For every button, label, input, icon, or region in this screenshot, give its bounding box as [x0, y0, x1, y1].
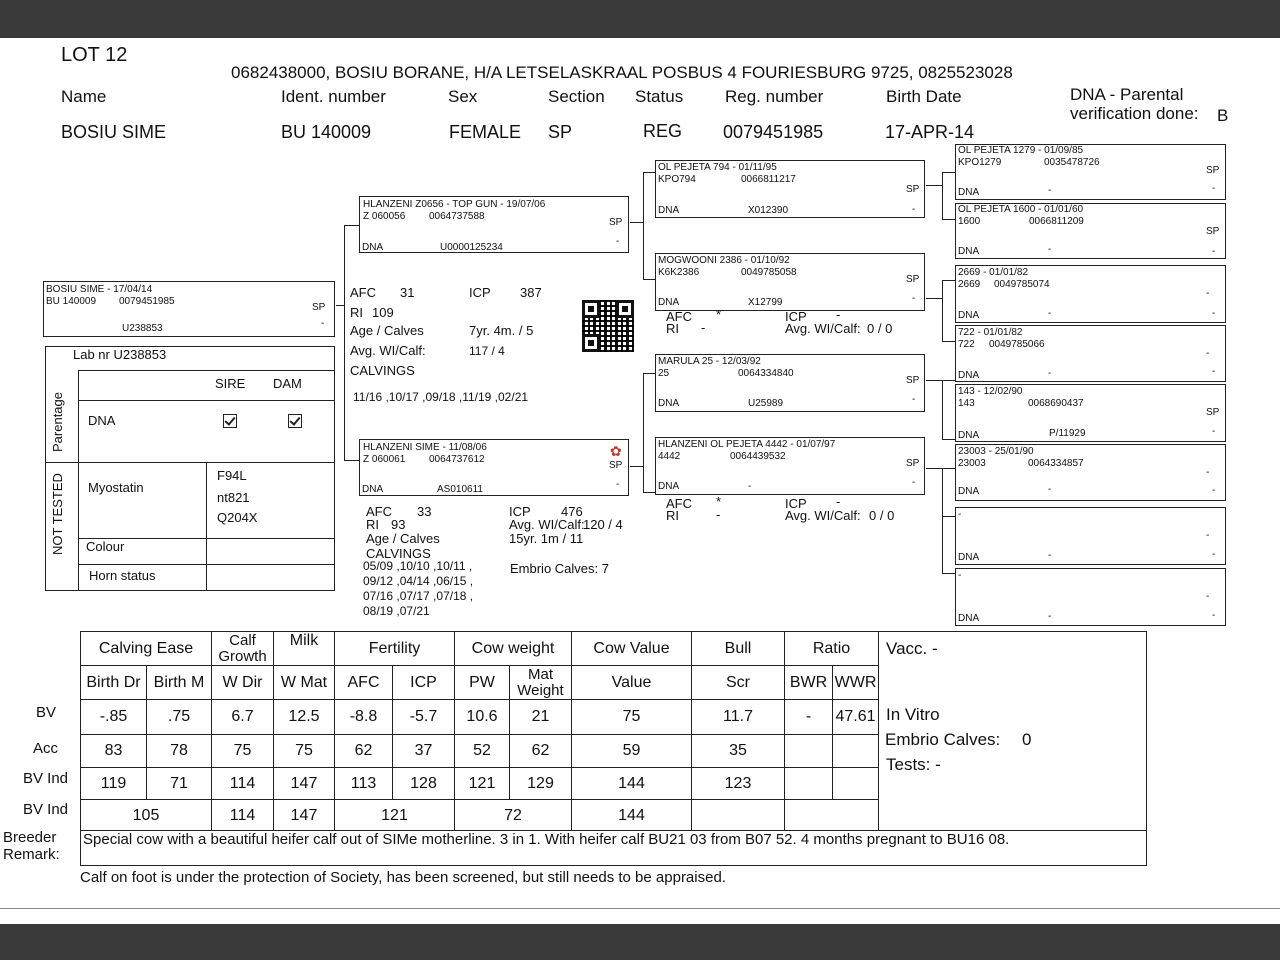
ind-cell: 128: [393, 768, 455, 800]
group-bull: Bull: [692, 632, 785, 666]
dam-icp: 476: [561, 504, 583, 519]
footer-note: Calf on foot is under the protection of Society, has been screened, but still needs to be appraised.: [80, 869, 726, 886]
self-age-label: Age / Calves: [350, 323, 424, 338]
dam-dna: AS010611: [437, 484, 483, 495]
dam-calvings-1: 05/09 ,10/10 ,10/11 ,: [363, 559, 473, 573]
sire-afc-label: AFC: [666, 309, 692, 324]
ggp6-dna: -: [1048, 484, 1052, 495]
dam-dna-label: DNA: [362, 484, 384, 495]
ind2-cell: 144: [572, 800, 692, 832]
ggp3-dna-label: DNA: [958, 310, 980, 321]
ggp7-dna-label: DNA: [958, 552, 980, 563]
ind-cell: 147: [274, 768, 335, 800]
gp3-reg: 0064334840: [738, 368, 794, 379]
dna-verification-value: B: [1217, 106, 1229, 125]
ggp-box-2: [955, 203, 1226, 259]
ggp3-dna: -: [1048, 308, 1052, 319]
ggp3-ident: 2669: [958, 279, 981, 290]
row-bv-ind: [81, 768, 879, 800]
self-ri: 109: [372, 305, 394, 320]
dam-reg: 0064737612: [429, 454, 485, 465]
ggp-box-6: [955, 444, 1226, 501]
ggp5-ident: 143: [958, 398, 975, 409]
ggp6-dna-label: DNA: [958, 486, 980, 497]
acc-cell: 52: [455, 735, 510, 768]
sire-reg: 0064737588: [429, 211, 485, 222]
ggp7-title: -: [958, 509, 962, 520]
ggp3-reg: 0049785074: [994, 279, 1050, 290]
self-ri-label: RI: [350, 305, 363, 320]
row-label-bv-ind: BV Ind: [23, 770, 69, 787]
embrio-calves-value: 0: [1022, 730, 1032, 749]
ggp4-dash: -: [1212, 366, 1216, 377]
ind-cell: 144: [572, 768, 692, 800]
sire-ri: -: [701, 320, 706, 335]
gp2-reg: 0049785058: [741, 267, 797, 278]
ggp8-sp: -: [1206, 591, 1210, 602]
footer-divider: [0, 908, 1280, 909]
sire-ident: Z 060056: [363, 211, 406, 222]
remark-label-2: Remark:: [3, 846, 60, 863]
gp2-title: MOGWOONI 2386 - 01/10/92: [658, 255, 790, 266]
dam-embrio-calves: Embrio Calves: 7: [510, 561, 609, 576]
sire-afc: *: [716, 307, 722, 322]
gp1-dna-label: DNA: [658, 205, 680, 216]
label-reg: Reg. number: [725, 87, 824, 106]
col-w-mat: W Mat: [274, 666, 335, 700]
row-bv: [81, 700, 879, 735]
row-label-acc: Acc: [33, 740, 59, 757]
dam-column: DAM: [273, 376, 302, 391]
self-icp-label: ICP: [469, 285, 491, 300]
dam-age-label: Age / Calves: [366, 531, 440, 546]
birth-date-value: 17-APR-14: [885, 122, 975, 142]
ggp1-title: OL PEJETA 1279 - 01/09/85: [958, 145, 1084, 156]
dam-wi: 120 / 4: [583, 517, 623, 532]
acc-cell: 75: [274, 735, 335, 768]
grandparent-box-4: [655, 437, 925, 495]
gp1-ident: KPO794: [658, 174, 696, 185]
lot-number: LOT 12: [61, 44, 128, 66]
ind-cell: 123: [692, 768, 785, 800]
colour-label: Colour: [86, 539, 125, 554]
group-calving-ease: Calving Ease: [81, 632, 212, 666]
sire-column: SIRE: [215, 376, 246, 391]
ggp2-dna-label: DNA: [958, 246, 980, 257]
gp4-dna-label: DNA: [658, 481, 680, 492]
bv-cell: 75: [572, 700, 692, 735]
self-wi: 117 / 4: [469, 344, 505, 358]
ggp7-dash: -: [1212, 549, 1216, 560]
dam-icp-label: ICP: [509, 504, 531, 519]
qr-code: [582, 300, 634, 352]
gp1-dash: -: [912, 204, 916, 215]
bv-cell: 10.6: [455, 700, 510, 735]
ggp5-sp: SP: [1206, 407, 1220, 418]
ggp5-dash: -: [1212, 426, 1216, 437]
acc-cell: 59: [572, 735, 692, 768]
col-w-dir: W Dir: [212, 666, 274, 700]
bottom-bar: [0, 924, 1280, 960]
self-dna: U238853: [122, 323, 163, 334]
gp4-reg: 0064439532: [730, 451, 786, 462]
col-mat-weight: Mat Weight: [510, 666, 572, 700]
section-value: SP: [548, 122, 573, 142]
ggp7-dna: -: [1048, 550, 1052, 561]
sire-ri-label: RI: [666, 321, 679, 336]
self-reg: 0079451985: [119, 296, 175, 307]
dam-sp: SP: [609, 460, 623, 471]
ggp1-sp: SP: [1206, 165, 1220, 176]
ggp2-reg: 0066811209: [1029, 216, 1084, 227]
status-value: REG: [643, 121, 683, 141]
label-section: Section: [548, 87, 605, 106]
gp3-dna: U25989: [748, 398, 784, 409]
dam2-icp: -: [836, 494, 841, 509]
row-label-bv-ind-2: BV Ind: [23, 801, 69, 818]
sire-sp: SP: [609, 217, 623, 228]
breeder-address: 0682438000, BOSIU BORANE, H/A LETSELASKRAAL POSBUS 4 FOURIESBURG 9725, 0825523028: [231, 63, 1013, 82]
remark-text: Special cow with a beautiful heifer calf out of SIMe motherline. 3 in 1. With heifer calf BU21 03 from B07 52. 4 months pregnant to BU16 08.: [83, 831, 1010, 848]
grandparent-box-3: [655, 354, 925, 412]
ggp4-dna-label: DNA: [958, 370, 980, 381]
top-bar: [0, 0, 1280, 38]
dam2-wi: 0 / 0: [869, 508, 895, 523]
self-age: 7yr. 4m. / 5: [469, 323, 534, 338]
gp3-dna-label: DNA: [658, 398, 680, 409]
col-bwr: BWR: [785, 666, 833, 700]
label-sex: Sex: [448, 87, 478, 106]
sire-box: [359, 196, 629, 253]
bv-cell: 12.5: [274, 700, 335, 735]
myostatin-nt821: nt821: [217, 490, 250, 505]
ind-cell: [785, 768, 833, 800]
ggp3-sp: -: [1206, 288, 1210, 299]
dam-calvings-label: CALVINGS: [366, 546, 431, 561]
row-acc: [81, 735, 879, 768]
ind-cell: 114: [212, 768, 274, 800]
self-calvings-list: 11/16 ,10/17 ,09/18 ,11/19 ,02/21: [353, 390, 529, 404]
dam-ri-label: RI: [366, 517, 379, 532]
ggp5-dna-label: DNA: [958, 430, 980, 441]
ggp-box-4: [955, 325, 1226, 382]
in-vitro-label: In Vitro: [886, 705, 940, 724]
ggp1-dna: -: [1048, 185, 1052, 196]
ggp2-dna: -: [1048, 244, 1052, 255]
dam-afc-label: AFC: [366, 504, 392, 519]
ggp6-ident: 23003: [958, 458, 986, 469]
myostatin-label: Myostatin: [88, 480, 144, 495]
not-tested-label: NOT TESTED: [50, 473, 65, 555]
reg-number-value: 0079451985: [723, 122, 824, 142]
embrio-calves-label: Embrio Calves:: [885, 730, 1001, 749]
ind2-cell: 121: [335, 800, 455, 832]
myostatin-f94l: F94L: [217, 468, 247, 483]
dam-ri: 93: [391, 517, 406, 532]
acc-cell: 37: [393, 735, 455, 768]
acc-cell: 35: [692, 735, 785, 768]
gp3-title: MARULA 25 - 12/03/92: [658, 356, 761, 367]
dam-calvings-3: 07/16 ,07/17 ,07/18 ,: [363, 589, 474, 603]
ind2-cell: [692, 800, 785, 832]
sire-icp: -: [836, 307, 841, 322]
ggp1-ident: KPO1279: [958, 157, 1002, 168]
ident-number: BU 140009: [281, 122, 372, 142]
dam-ident: Z 060061: [363, 454, 406, 465]
tests-label: Tests: -: [886, 755, 941, 774]
dam2-ri: -: [716, 507, 721, 522]
group-calf-growth: Calf Growth: [212, 632, 274, 666]
gp3-sp: SP: [906, 375, 920, 386]
dam-dna-checkbox: [288, 414, 302, 433]
vacc-label: Vacc. -: [886, 639, 938, 658]
bv-cell: -.85: [81, 700, 147, 735]
ggp8-dna: -: [1048, 611, 1052, 622]
gp2-sp: SP: [906, 274, 920, 285]
col-afc: AFC: [335, 666, 393, 700]
self-title: BOSIU SIME - 17/04/14: [46, 284, 153, 295]
grandparent-box-2: [655, 253, 925, 311]
bv-cell: 6.7: [212, 700, 274, 735]
group-cow-value: Cow Value: [572, 632, 692, 666]
col-value: Value: [572, 666, 692, 700]
ind-cell: 71: [147, 768, 212, 800]
dam-dash: -: [616, 479, 620, 490]
dam2-afc: *: [716, 494, 722, 509]
ggp6-title: 23003 - 25/01/90: [958, 446, 1034, 457]
dam-afc: 33: [417, 504, 432, 519]
ggp1-dash: -: [1212, 183, 1216, 194]
label-dna-2: verification done:: [1070, 104, 1199, 123]
row-label-bv: BV: [36, 704, 57, 721]
acc-cell: [833, 735, 879, 768]
ggp8-dna-label: DNA: [958, 613, 980, 624]
ggp-box-8: [955, 568, 1226, 626]
group-cow-weight: Cow weight: [455, 632, 572, 666]
ind-cell: [833, 768, 879, 800]
gp1-reg: 0066811217: [741, 174, 796, 185]
col-birth-m: Birth M: [147, 666, 212, 700]
col-icp: ICP: [393, 666, 455, 700]
gp4-dna: -: [748, 481, 752, 492]
gp3-ident: 25: [658, 368, 670, 379]
ggp2-title: OL PEJETA 1600 - 01/01/60: [958, 204, 1084, 215]
group-fertility: Fertility: [335, 632, 455, 666]
parentage-label: Parentage: [50, 392, 65, 452]
sex-value: FEMALE: [449, 122, 522, 142]
sire-dna-label: DNA: [362, 242, 384, 253]
ggp8-title: -: [958, 570, 962, 581]
dam-wi-label: Avg. WI/Calf:: [509, 517, 585, 532]
gp4-ident: 4442: [658, 451, 681, 462]
label-status: Status: [635, 87, 684, 106]
ggp4-title: 722 - 01/01/82: [958, 327, 1023, 338]
myostatin-q204x: Q204X: [217, 510, 258, 525]
acc-cell: [785, 735, 833, 768]
ggp-box-1: [955, 144, 1226, 200]
bv-cell: .75: [147, 700, 212, 735]
sire-title: HLANZENI Z0656 - TOP GUN - 19/07/06: [363, 199, 546, 210]
sire-wi-label: Avg. WI/Calf:: [785, 321, 861, 336]
dam2-icp-label: ICP: [785, 496, 807, 511]
gp4-title: HLANZENI OL PEJETA 4442 - 01/07/97: [658, 439, 836, 450]
ggp4-dna: -: [1048, 368, 1052, 379]
ggp-box-5: [955, 384, 1226, 442]
ggp2-ident: 1600: [958, 216, 981, 227]
bv-cell: 21: [510, 700, 572, 735]
horn-status-label: Horn status: [89, 568, 156, 583]
sire-wi: 0 / 0: [867, 321, 893, 336]
self-icp: 387: [520, 285, 542, 300]
ggp7-sp: -: [1206, 530, 1210, 541]
ind-cell: 129: [510, 768, 572, 800]
dam-age: 15yr. 1m / 11: [509, 531, 584, 546]
sire-dash: -: [616, 236, 620, 247]
bv-cell: -8.8: [335, 700, 393, 735]
dna-row-label: DNA: [88, 413, 116, 428]
ind2-cell: 114: [212, 800, 274, 832]
ggp1-dna-label: DNA: [958, 187, 980, 198]
ggp2-dash: -: [1212, 246, 1216, 257]
acc-cell: 62: [335, 735, 393, 768]
sire-dna: U0000125234: [440, 242, 503, 253]
dam-calvings-4: 08/19 ,07/21: [363, 604, 430, 618]
ind2-cell: 72: [455, 800, 572, 832]
gp1-sp: SP: [906, 184, 920, 195]
ind-cell: 119: [81, 768, 147, 800]
bv-cell: -5.7: [393, 700, 455, 735]
gp2-dna-label: DNA: [658, 297, 680, 308]
gp2-ident: K6K2386: [658, 267, 700, 278]
gp4-sp: SP: [906, 458, 920, 469]
self-ident: BU 140009: [46, 296, 97, 307]
ind2-cell: 105: [81, 800, 212, 832]
dam-box: [359, 439, 629, 496]
dam2-wi-label: Avg. WI/Calf:: [785, 508, 861, 523]
dam-title: HLANZENI SIME - 11/08/06: [363, 442, 487, 453]
remark-label-1: Breeder: [3, 829, 57, 846]
col-pw: PW: [455, 666, 510, 700]
animal-name: BOSIU SIME: [61, 122, 167, 142]
dam-calvings-2: 09/12 ,04/14 ,06/15 ,: [363, 574, 474, 588]
ggp5-title: 143 - 12/02/90: [958, 386, 1023, 397]
row-bv-ind-2: [81, 800, 879, 832]
dam2-ri-label: RI: [666, 508, 679, 523]
ggp6-dash: -: [1212, 485, 1216, 496]
label-dna-1: DNA - Parental: [1070, 85, 1184, 104]
bv-cell: 11.7: [692, 700, 785, 735]
ggp-box-7: [955, 507, 1226, 565]
ggp8-dash: -: [1212, 610, 1216, 621]
ggp5-reg: 0068690437: [1028, 398, 1084, 409]
self-calvings-label: CALVINGS: [350, 363, 415, 378]
dam2-afc-label: AFC: [666, 496, 692, 511]
col-scr: Scr: [692, 666, 785, 700]
gp2-dash: -: [912, 293, 916, 304]
label-name: Name: [61, 87, 107, 106]
gp1-dna: X012390: [748, 205, 789, 216]
breeding-values-table: [80, 631, 879, 832]
gp1-title: OL PEJETA 794 - 01/11/95: [658, 162, 777, 173]
ggp3-dash: -: [1212, 308, 1216, 319]
col-birth-dr: Birth Dr: [81, 666, 147, 700]
self-sp: SP: [312, 302, 326, 313]
self-pedigree-box: [43, 281, 335, 337]
group-milk: Milk: [274, 632, 335, 666]
acc-cell: 75: [212, 735, 274, 768]
label-birth: Birth Date: [886, 87, 962, 106]
ggp4-reg: 0049785066: [989, 339, 1045, 350]
self-afc: 31: [400, 285, 415, 300]
ggp5-dna: P/11929: [1049, 428, 1086, 439]
ind-cell: 113: [335, 768, 393, 800]
acc-cell: 78: [147, 735, 212, 768]
ind2-cell: 147: [274, 800, 335, 832]
acc-cell: 62: [510, 735, 572, 768]
self-wi-label: Avg. WI/Calf:: [350, 343, 426, 358]
col-wwr: WWR: [833, 666, 879, 700]
ggp4-ident: 722: [958, 339, 975, 350]
group-ratio: Ratio: [785, 632, 879, 666]
ggp-box-3: [955, 265, 1226, 323]
gp4-dash: -: [912, 477, 916, 488]
sire-icp-label: ICP: [785, 309, 807, 324]
dam-award-icon: ✿: [610, 443, 622, 459]
gp2-dna: X12799: [748, 297, 783, 308]
acc-cell: 83: [81, 735, 147, 768]
ggp6-sp: -: [1206, 467, 1210, 478]
label-ident: Ident. number: [281, 87, 386, 106]
sire-dna-checkbox: [223, 414, 237, 433]
ind-cell: 121: [455, 768, 510, 800]
ggp6-reg: 0064334857: [1028, 458, 1084, 469]
self-afc-label: AFC: [350, 285, 376, 300]
ggp4-sp: -: [1206, 348, 1210, 359]
ggp2-sp: SP: [1206, 226, 1220, 237]
ggp1-reg: 0035478726: [1044, 157, 1100, 168]
gp3-dash: -: [912, 394, 916, 405]
grandparent-box-1: [655, 160, 925, 218]
ggp3-title: 2669 - 01/01/82: [958, 267, 1029, 278]
bv-cell: -: [785, 700, 833, 735]
lab-number: Lab nr U238853: [73, 347, 167, 362]
bv-cell: 47.61: [833, 700, 879, 735]
ind2-cell: [785, 800, 879, 832]
self-dash: -: [321, 318, 325, 329]
